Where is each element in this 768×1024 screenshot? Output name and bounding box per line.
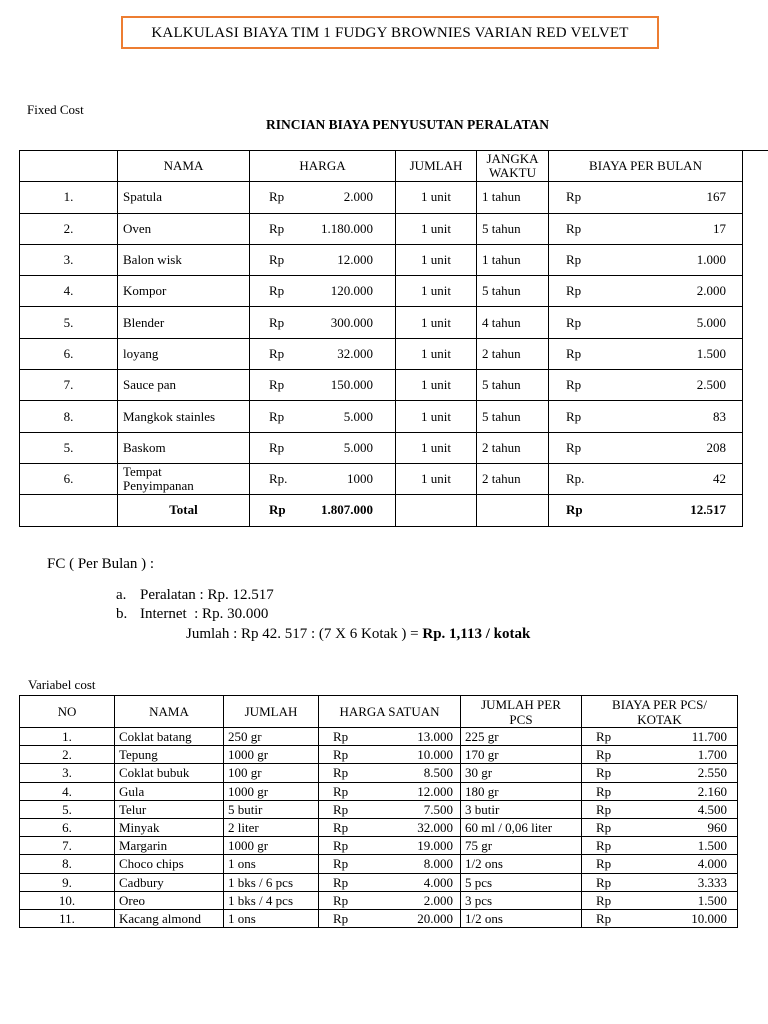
row-nama-line2: Penyimpanan	[123, 478, 194, 494]
row-nama: Sauce pan	[118, 370, 250, 401]
row-biaya-rp: Rp	[566, 314, 582, 330]
total-biaya-rp: Rp	[566, 502, 583, 518]
equipment-total-row	[20, 495, 743, 526]
vrow-jumlah-per: 1/2 ons	[461, 909, 582, 927]
equipment-row	[20, 182, 743, 213]
vrow-jumlah: 1 ons	[224, 855, 319, 873]
variable-header-row	[20, 696, 738, 728]
vheader-jumlah-per-pcs	[461, 696, 582, 728]
row-harga-rp: Rp.	[269, 471, 288, 487]
total-jumlah-empty	[396, 495, 477, 526]
vrow-harga	[319, 782, 461, 800]
vrow-harga-value: 2.000	[423, 892, 453, 908]
row-no: 4.	[20, 276, 118, 307]
equipment-row	[20, 338, 743, 369]
row-no: 1.	[20, 182, 118, 213]
vrow-jumlah: 1 bks / 6 pcs	[224, 873, 319, 891]
row-harga-rp: Rp	[269, 408, 285, 424]
row-waktu: 2 tahun	[477, 463, 549, 494]
fc-item-a-marker: a.	[116, 587, 127, 603]
vrow-jumlah: 1000 gr	[224, 782, 319, 800]
vrow-biaya-rp: Rp	[596, 783, 612, 799]
equipment-depreciation-table	[19, 150, 743, 527]
vrow-biaya	[582, 837, 738, 855]
vrow-biaya-rp: Rp	[596, 856, 612, 872]
row-biaya	[549, 432, 743, 463]
row-biaya-value: 1.500	[696, 345, 726, 361]
row-nama: Blender	[118, 307, 250, 338]
vrow-no: 11.	[20, 909, 115, 927]
vrow-nama: Cadbury	[115, 873, 224, 891]
row-jumlah: 1 unit	[396, 338, 477, 369]
vheader-jumlah: JUMLAH	[224, 696, 319, 728]
row-harga	[250, 244, 396, 275]
variable-cost-table	[19, 695, 738, 928]
vrow-biaya-rp: Rp	[596, 820, 612, 836]
row-no: 8.	[20, 401, 118, 432]
vrow-biaya-value: 960	[707, 820, 727, 836]
vrow-harga-value: 8.000	[423, 856, 453, 872]
vrow-harga	[319, 728, 461, 746]
variable-row	[20, 837, 738, 855]
vrow-no: 4.	[20, 782, 115, 800]
row-waktu: 2 tahun	[477, 338, 549, 369]
vrow-harga	[319, 909, 461, 927]
vrow-biaya-value: 1.500	[697, 892, 727, 908]
row-jumlah: 1 unit	[396, 463, 477, 494]
row-nama: Spatula	[118, 182, 250, 213]
header-jangka-line2: WAKTU	[489, 165, 536, 181]
row-biaya	[549, 338, 743, 369]
vrow-biaya	[582, 873, 738, 891]
vrow-nama: Tepung	[115, 746, 224, 764]
vrow-no: 6.	[20, 818, 115, 836]
vrow-biaya	[582, 891, 738, 909]
fixed-cost-label: Fixed Cost	[27, 102, 84, 117]
variable-row	[20, 764, 738, 782]
vrow-harga-value: 10.000	[417, 747, 453, 763]
equipment-row	[20, 213, 743, 244]
equipment-row	[20, 244, 743, 275]
row-nama: Oven	[118, 213, 250, 244]
row-nama: Kompor	[118, 276, 250, 307]
row-biaya-value: 5.000	[696, 314, 726, 330]
vrow-biaya	[582, 909, 738, 927]
vrow-nama: Minyak	[115, 818, 224, 836]
variable-cost-label: Variabel cost	[28, 677, 96, 692]
row-waktu: 5 tahun	[477, 370, 549, 401]
fc-jumlah-result: Rp. 1,113 / kotak	[422, 626, 531, 642]
vrow-no: 7.	[20, 837, 115, 855]
row-biaya-value: 17	[713, 220, 726, 236]
depreciation-heading: RINCIAN BIAYA PENYUSUTAN PERALATAN	[266, 117, 549, 132]
vrow-jumlah: 1 bks / 4 pcs	[224, 891, 319, 909]
vrow-biaya-rp: Rp	[596, 910, 612, 926]
total-biaya	[549, 495, 743, 526]
vrow-biaya-rp: Rp	[596, 874, 612, 890]
vrow-no: 5.	[20, 800, 115, 818]
fc-item-a-text: Peralatan : Rp. 12.517	[140, 587, 274, 603]
fc-item-b	[116, 606, 268, 623]
row-harga-rp: Rp	[269, 345, 285, 361]
vrow-harga	[319, 764, 461, 782]
vrow-harga-rp: Rp	[333, 820, 349, 836]
vrow-biaya-value: 4.500	[697, 801, 727, 817]
vrow-biaya-value: 2.160	[697, 783, 727, 799]
vrow-harga-rp: Rp	[333, 874, 349, 890]
row-harga-rp: Rp	[269, 283, 285, 299]
vrow-biaya-rp: Rp	[596, 801, 612, 817]
vrow-no: 3.	[20, 764, 115, 782]
fc-item-b-text: Internet : Rp. 30.000	[140, 606, 269, 622]
vrow-harga-rp: Rp	[333, 892, 349, 908]
vrow-biaya-rp: Rp	[596, 765, 612, 781]
header-jumlah: JUMLAH	[396, 151, 477, 182]
row-jumlah: 1 unit	[396, 213, 477, 244]
vrow-biaya-value: 1.500	[697, 838, 727, 854]
vrow-harga	[319, 891, 461, 909]
vrow-harga-value: 20.000	[417, 910, 453, 926]
row-waktu: 1 tahun	[477, 182, 549, 213]
equipment-last-row	[20, 463, 743, 494]
row-jumlah: 1 unit	[396, 307, 477, 338]
row-harga	[250, 182, 396, 213]
vrow-jumlah: 250 gr	[224, 728, 319, 746]
total-empty-cell	[20, 495, 118, 526]
vheader-harga-satuan: HARGA SATUAN	[319, 696, 461, 728]
vrow-biaya	[582, 728, 738, 746]
row-biaya	[549, 182, 743, 213]
row-biaya-rp: Rp.	[566, 471, 585, 487]
row-biaya-value: 42	[713, 471, 726, 487]
vrow-harga	[319, 818, 461, 836]
row-biaya	[549, 213, 743, 244]
vrow-jumlah-per: 3 pcs	[461, 891, 582, 909]
row-waktu: 5 tahun	[477, 213, 549, 244]
header-biaya-per-bulan: BIAYA PER BULAN	[549, 151, 743, 182]
vrow-jumlah: 5 butir	[224, 800, 319, 818]
vrow-jumlah-per: 75 gr	[461, 837, 582, 855]
row-harga-value: 300.000	[330, 314, 373, 330]
vrow-biaya-rp: Rp	[596, 747, 612, 763]
vrow-jumlah: 1000 gr	[224, 746, 319, 764]
variable-row	[20, 818, 738, 836]
row-harga	[250, 213, 396, 244]
vrow-jumlah: 1 ons	[224, 909, 319, 927]
row-waktu: 2 tahun	[477, 432, 549, 463]
vrow-biaya-value: 4.000	[697, 856, 727, 872]
row-waktu: 4 tahun	[477, 307, 549, 338]
row-harga-value: 32.000	[337, 345, 373, 361]
vrow-biaya-rp: Rp	[596, 838, 612, 854]
vrow-harga-rp: Rp	[333, 910, 349, 926]
equipment-row	[20, 432, 743, 463]
variable-row	[20, 891, 738, 909]
variable-row	[20, 782, 738, 800]
vrow-harga-value: 12.000	[417, 783, 453, 799]
vrow-harga-value: 8.500	[423, 765, 453, 781]
equipment-row	[20, 370, 743, 401]
vrow-harga-value: 4.000	[423, 874, 453, 890]
row-jumlah: 1 unit	[396, 244, 477, 275]
header-jangka-line1: JANGKA	[486, 151, 539, 167]
vrow-biaya	[582, 746, 738, 764]
vrow-nama: Oreo	[115, 891, 224, 909]
vrow-jumlah-per: 1/2 ons	[461, 855, 582, 873]
total-harga-rp: Rp	[269, 502, 286, 518]
total-biaya-value: 12.517	[690, 502, 726, 518]
row-biaya-value: 2.500	[696, 377, 726, 393]
row-waktu: 5 tahun	[477, 276, 549, 307]
vrow-harga	[319, 837, 461, 855]
vheader-nama: NAMA	[115, 696, 224, 728]
row-harga-rp: Rp	[269, 220, 285, 236]
vrow-harga-rp: Rp	[333, 801, 349, 817]
vrow-biaya	[582, 800, 738, 818]
row-biaya-value: 83	[713, 408, 726, 424]
row-no: 6.	[20, 463, 118, 494]
header-nama: NAMA	[118, 151, 250, 182]
vrow-biaya-rp: Rp	[596, 892, 612, 908]
variable-row	[20, 909, 738, 927]
vrow-jumlah-per: 60 ml / 0,06 liter	[461, 818, 582, 836]
vrow-no: 2.	[20, 746, 115, 764]
total-harga	[250, 495, 396, 526]
row-biaya	[549, 370, 743, 401]
vrow-nama: Telur	[115, 800, 224, 818]
total-label: Total	[118, 495, 250, 526]
row-harga-value: 5.000	[343, 408, 373, 424]
row-no: 5.	[20, 307, 118, 338]
vrow-nama: Margarin	[115, 837, 224, 855]
row-harga-value: 2.000	[343, 189, 373, 205]
variable-row	[20, 728, 738, 746]
row-harga	[250, 432, 396, 463]
vrow-jumlah: 1000 gr	[224, 837, 319, 855]
vrow-nama: Kacang almond	[115, 909, 224, 927]
vrow-jumlah-per: 180 gr	[461, 782, 582, 800]
vrow-biaya	[582, 782, 738, 800]
vheader-jumlah-per-line1: JUMLAH PER	[481, 696, 561, 712]
row-biaya-value: 1.000	[696, 252, 726, 268]
row-nama: Baskom	[118, 432, 250, 463]
equipment-row	[20, 276, 743, 307]
row-harga	[250, 338, 396, 369]
row-jumlah: 1 unit	[396, 370, 477, 401]
row-waktu: 5 tahun	[477, 401, 549, 432]
row-harga	[250, 401, 396, 432]
row-harga-rp: Rp	[269, 189, 285, 205]
row-biaya	[549, 463, 743, 494]
row-harga-value: 1000	[347, 471, 373, 487]
row-nama: Balon wisk	[118, 244, 250, 275]
vrow-nama: Coklat bubuk	[115, 764, 224, 782]
row-biaya-rp: Rp	[566, 345, 582, 361]
header-no	[20, 151, 118, 182]
vrow-no: 10.	[20, 891, 115, 909]
header-harga: HARGA	[250, 151, 396, 182]
vheader-biaya-per-line2: KOTAK	[637, 711, 682, 727]
vrow-biaya-rp: Rp	[596, 729, 612, 745]
vrow-harga-value: 32.000	[417, 820, 453, 836]
row-harga-rp: Rp	[269, 377, 285, 393]
row-harga-value: 12.000	[337, 252, 373, 268]
row-biaya-value: 167	[706, 189, 726, 205]
vrow-jumlah-per: 5 pcs	[461, 873, 582, 891]
row-no: 6.	[20, 338, 118, 369]
vrow-harga-rp: Rp	[333, 838, 349, 854]
equipment-row	[20, 401, 743, 432]
vheader-no: NO	[20, 696, 115, 728]
row-no: 2.	[20, 213, 118, 244]
vrow-harga-rp: Rp	[333, 765, 349, 781]
vrow-harga	[319, 873, 461, 891]
vrow-no: 1.	[20, 728, 115, 746]
row-biaya-rp: Rp	[566, 189, 582, 205]
vrow-jumlah-per: 225 gr	[461, 728, 582, 746]
variable-row	[20, 746, 738, 764]
vrow-no: 9.	[20, 873, 115, 891]
variable-row	[20, 855, 738, 873]
row-biaya	[549, 244, 743, 275]
vrow-harga-value: 19.000	[417, 838, 453, 854]
row-biaya-rp: Rp	[566, 252, 582, 268]
vheader-biaya-per-pcs	[582, 696, 738, 728]
vrow-no: 8.	[20, 855, 115, 873]
row-biaya	[549, 307, 743, 338]
total-harga-value: 1.807.000	[321, 502, 373, 518]
row-jumlah: 1 unit	[396, 432, 477, 463]
row-jumlah: 1 unit	[396, 276, 477, 307]
fc-item-b-marker: b.	[116, 606, 128, 622]
row-biaya-value: 208	[706, 439, 726, 455]
vrow-jumlah: 100 gr	[224, 764, 319, 782]
vrow-biaya	[582, 764, 738, 782]
vrow-biaya-value: 2.550	[697, 765, 727, 781]
header-jangka-waktu	[477, 151, 549, 182]
vheader-jumlah-per-line2: PCS	[509, 711, 533, 727]
vrow-harga-rp: Rp	[333, 783, 349, 799]
row-harga-value: 1.180.000	[321, 220, 373, 236]
fc-jumlah-prefix: Jumlah : Rp 42. 517 : (7 X 6 Kotak ) =	[186, 626, 423, 642]
equipment-header-row	[20, 151, 743, 182]
row-biaya-rp: Rp	[566, 283, 582, 299]
row-biaya-rp: Rp	[566, 439, 582, 455]
row-nama-line1: Tempat	[123, 464, 162, 480]
vrow-harga-rp: Rp	[333, 729, 349, 745]
row-nama: loyang	[118, 338, 250, 369]
vheader-biaya-per-line1: BIAYA PER PCS/	[612, 696, 707, 712]
table-divider-line	[742, 150, 768, 151]
row-harga	[250, 276, 396, 307]
row-harga-rp: Rp	[269, 314, 285, 330]
vrow-harga-rp: Rp	[333, 856, 349, 872]
row-waktu: 1 tahun	[477, 244, 549, 275]
row-no: 5.	[20, 432, 118, 463]
row-biaya-rp: Rp	[566, 377, 582, 393]
variable-row	[20, 873, 738, 891]
row-no: 3.	[20, 244, 118, 275]
vrow-biaya-value: 3.333	[697, 874, 727, 890]
vrow-jumlah-per: 30 gr	[461, 764, 582, 782]
row-jumlah: 1 unit	[396, 401, 477, 432]
vrow-harga	[319, 800, 461, 818]
vrow-harga-value: 13.000	[417, 729, 453, 745]
row-harga	[250, 307, 396, 338]
vrow-biaya-value: 10.000	[691, 910, 727, 926]
row-biaya	[549, 276, 743, 307]
vrow-harga	[319, 855, 461, 873]
row-nama: Mangkok stainles	[118, 401, 250, 432]
row-harga-value: 5.000	[343, 439, 373, 455]
row-no: 7.	[20, 370, 118, 401]
row-nama	[118, 463, 250, 494]
row-biaya-value: 2.000	[696, 283, 726, 299]
vrow-jumlah-per: 170 gr	[461, 746, 582, 764]
equipment-row	[20, 307, 743, 338]
vrow-harga	[319, 746, 461, 764]
fc-per-bulan-label: FC ( Per Bulan ) :	[47, 556, 155, 572]
row-harga-value: 150.000	[330, 377, 373, 393]
vrow-nama: Coklat batang	[115, 728, 224, 746]
row-harga	[250, 370, 396, 401]
vrow-nama: Gula	[115, 782, 224, 800]
row-biaya	[549, 401, 743, 432]
variable-row	[20, 800, 738, 818]
vrow-nama: Choco chips	[115, 855, 224, 873]
vrow-biaya	[582, 855, 738, 873]
vrow-biaya-value: 1.700	[697, 747, 727, 763]
row-biaya-rp: Rp	[566, 408, 582, 424]
vrow-biaya	[582, 818, 738, 836]
row-harga	[250, 463, 396, 494]
vrow-harga-value: 7.500	[423, 801, 453, 817]
row-biaya-rp: Rp	[566, 220, 582, 236]
document-title: KALKULASI BIAYA TIM 1 FUDGY BROWNIES VARIAN RED VELVET	[121, 16, 659, 49]
vrow-jumlah-per: 3 butir	[461, 800, 582, 818]
vrow-biaya-value: 11.700	[691, 729, 727, 745]
row-harga-rp: Rp	[269, 439, 285, 455]
row-harga-rp: Rp	[269, 252, 285, 268]
total-waktu-empty	[477, 495, 549, 526]
vrow-harga-rp: Rp	[333, 747, 349, 763]
fc-item-a	[116, 587, 274, 604]
fc-jumlah-line	[186, 626, 530, 643]
row-harga-value: 120.000	[330, 283, 373, 299]
vrow-jumlah: 2 liter	[224, 818, 319, 836]
row-jumlah: 1 unit	[396, 182, 477, 213]
